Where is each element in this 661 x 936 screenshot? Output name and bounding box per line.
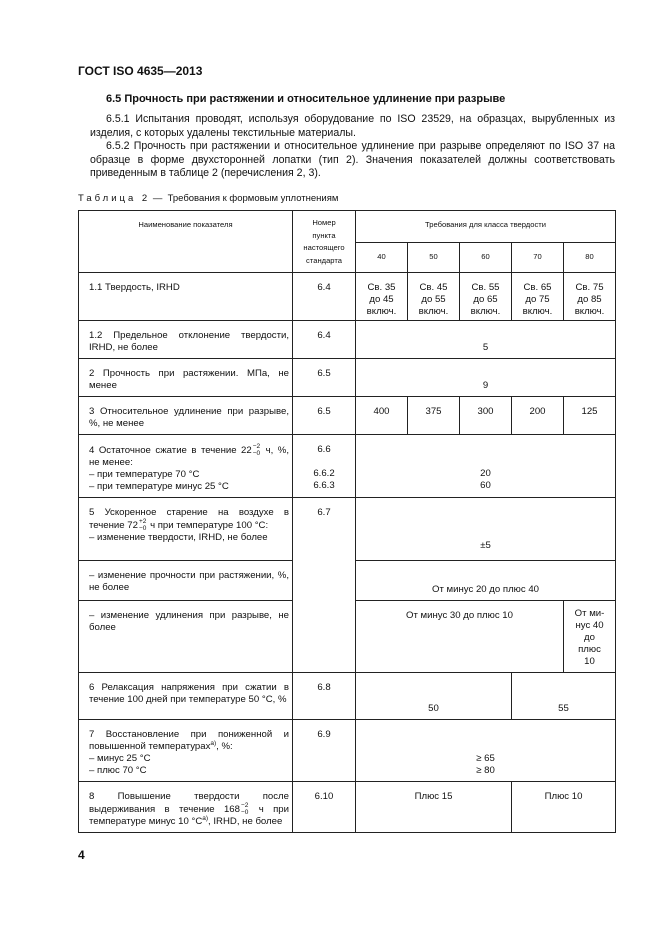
- tolerance-lower: −0: [240, 808, 249, 816]
- paragraph-text: 6.5.1 Испытания проводят, используя оборудование по ISO 23529, на образцах, вырубленных из изделия, с которых удалены текстильные материалы.: [90, 113, 615, 139]
- row-name: 1.1 Твердость, IRHD: [79, 273, 293, 321]
- row-value: [356, 720, 616, 782]
- clause-line: 6.6.3: [313, 480, 335, 491]
- cell-line: Св. 45: [419, 282, 448, 293]
- table-row: [79, 498, 616, 561]
- cell-50: 375: [408, 397, 460, 435]
- cell-line: включ.: [522, 306, 553, 317]
- row-value: От минус 20 до плюс 40: [356, 561, 616, 601]
- row-name: [79, 435, 293, 498]
- page-number: 4: [78, 848, 85, 862]
- header-class-70: 70: [512, 243, 564, 273]
- table-row: [79, 359, 616, 397]
- table-caption: [78, 193, 338, 204]
- cell-80: [564, 273, 616, 321]
- cell-70: [512, 273, 564, 321]
- footnote-mark: a): [202, 814, 209, 822]
- cell-line: включ.: [418, 306, 449, 317]
- name-part: 4 Остаточное сжатие в течение 22: [89, 445, 252, 457]
- row-subline: – минус 25 °C: [89, 753, 151, 765]
- row-clause: 6.5: [293, 359, 356, 397]
- header-class-80: 80: [564, 243, 616, 273]
- tolerance: [139, 519, 146, 532]
- row-name: [79, 498, 293, 561]
- table-caption-text: Требования к формовым уплотнениям: [167, 193, 339, 204]
- row-clause: 6.7: [293, 498, 356, 673]
- row-name: – изменение удлинения при разрыве, не более: [79, 601, 293, 673]
- cell-80: 125: [564, 397, 616, 435]
- row-name: 6 Релаксация напряжения при сжатии в течение 100 дней при температуре 50 °C, %: [79, 673, 293, 720]
- header-class-60: 60: [460, 243, 512, 273]
- value-line: ≥ 80: [476, 765, 495, 777]
- row-clause: 6.9: [293, 720, 356, 782]
- row-value: [356, 435, 616, 498]
- table-row: [79, 782, 616, 833]
- table-row: [79, 321, 616, 359]
- row-name-text: [89, 729, 289, 753]
- cell-60: [460, 273, 512, 321]
- tolerance-lower: −0: [252, 449, 261, 457]
- row-clause: 6.4: [293, 273, 356, 321]
- name-part: ч при температуре 100 °C:: [150, 520, 269, 532]
- name-part: 7 Восстановление при пониженной и повышенной температурах: [89, 729, 289, 753]
- section-title: 6.5 Прочность при растяжении и относительное удлинение при разрыве: [106, 93, 506, 105]
- cell-50: [408, 273, 460, 321]
- cell-40: 400: [356, 397, 408, 435]
- row-subline: – при температуре минус 25 °C: [89, 481, 229, 493]
- header-clause: [293, 211, 356, 273]
- requirements-table: [78, 210, 616, 833]
- header-clause-line: Номер: [312, 218, 336, 227]
- document-code: ГОСТ ISO 4635—2013: [78, 64, 203, 78]
- cell-line: до 65: [473, 294, 498, 305]
- name-part: , %:: [216, 741, 233, 753]
- cell-70: 200: [512, 397, 564, 435]
- row-value-70-80: 55: [512, 673, 616, 720]
- cell-line: до: [584, 632, 595, 644]
- row-value-40-60: Плюс 15: [356, 782, 512, 833]
- tolerance-upper: +2: [138, 518, 147, 526]
- cell-line: до 55: [421, 294, 446, 305]
- row-clause: 6.8: [293, 673, 356, 720]
- table-row: [79, 397, 616, 435]
- row-name: 2 Прочность при растяжении. МПа, не менее: [79, 359, 293, 397]
- value-line: 20: [480, 468, 491, 479]
- header-class: Требования для класса твердости: [356, 211, 616, 243]
- row-subline: – плюс 70 °C: [89, 765, 147, 777]
- row-value-70-80: Плюс 10: [512, 782, 616, 833]
- table-row: [79, 673, 616, 720]
- name-part: ч, %, не менее:: [89, 445, 289, 469]
- name-part: 5 Ускоренное старение на воздухе в течение 72: [89, 507, 289, 532]
- row-value: 9: [356, 359, 616, 397]
- cell-line: до 45: [369, 294, 394, 305]
- row-clause: [293, 435, 356, 498]
- tolerance-upper: −2: [240, 802, 249, 810]
- cell-80: [564, 601, 616, 673]
- clause-line: 6.6: [317, 444, 331, 455]
- row-name: 1.2 Предельное отклонение твердости, IRHD, не более: [79, 321, 293, 359]
- cell-line: От ми-: [574, 608, 605, 620]
- tolerance: [253, 444, 260, 457]
- cell-40: [356, 273, 408, 321]
- row-clause: 6.5: [293, 397, 356, 435]
- cell-line: включ.: [574, 306, 605, 317]
- paragraph-6-5-1: [90, 113, 615, 140]
- row-name: 3 Относительное удлинение при разрыве, %, не менее: [79, 397, 293, 435]
- row-name-text: [89, 444, 289, 469]
- table-row: [79, 720, 616, 782]
- cell-60: 300: [460, 397, 512, 435]
- value-line: ≥ 65: [476, 753, 495, 765]
- row-value-40-60: 50: [356, 673, 512, 720]
- row-name: – изменение прочности при растяжении, %, не более: [79, 561, 293, 601]
- row-value: От минус 30 до плюс 10: [356, 601, 564, 673]
- paragraph-6-5-2: [90, 140, 615, 181]
- row-clause: 6.10: [293, 782, 356, 833]
- tolerance: [241, 803, 248, 816]
- clause-line: 6.6.2: [313, 468, 335, 479]
- table-row: [79, 273, 616, 321]
- cell-line: Св. 55: [471, 282, 500, 293]
- row-name: [79, 720, 293, 782]
- cell-line: Св. 35: [367, 282, 396, 293]
- row-clause: 6.4: [293, 321, 356, 359]
- cell-line: до 85: [577, 294, 602, 305]
- row-value: 5: [356, 321, 616, 359]
- cell-line: Св. 65: [523, 282, 552, 293]
- cell-line: 10: [584, 656, 595, 668]
- cell-line: включ.: [366, 306, 397, 317]
- table-row: [79, 435, 616, 498]
- header-clause-line: настоящего: [303, 243, 345, 252]
- cell-line: до 75: [525, 294, 550, 305]
- row-name-text: [89, 507, 289, 532]
- header-class-40: 40: [356, 243, 408, 273]
- row-name: [79, 782, 293, 833]
- cell-line: Св. 75: [575, 282, 604, 293]
- name-part: , IRHD, не более: [208, 816, 283, 828]
- table-caption-dash: —: [152, 193, 163, 204]
- tolerance-upper: −2: [252, 443, 261, 450]
- name-part: ч при температуре минус 10 °C: [89, 804, 289, 828]
- header-clause-line: стандарта: [306, 255, 342, 265]
- tolerance-lower: −0: [138, 524, 147, 532]
- cell-line: нус 40: [575, 620, 604, 632]
- value-line: 60: [480, 480, 491, 491]
- row-subline: – при температуре 70 °C: [89, 469, 200, 481]
- header-clause-line: пункта: [312, 230, 336, 240]
- table-caption-label: Таблица 2: [78, 193, 151, 204]
- name-part: 8 Повышение твердости после выдерживания в течение 168: [89, 791, 289, 816]
- header-class-50: 50: [408, 243, 460, 273]
- header-name: Наименование показателя: [79, 211, 293, 273]
- cell-line: плюс: [578, 644, 601, 656]
- cell-line: включ.: [470, 306, 501, 317]
- footnote-mark: a): [210, 739, 217, 747]
- row-subline: – изменение твердости, IRHD, не более: [89, 532, 268, 544]
- paragraph-text: 6.5.2 Прочность при растяжении и относительное удлинение при разрыве определяют по ISO 37 на образце в форме двухсторонней лопатки (тип 2). Значения показателей должны соответствовать приведенным в таблице 2 (перечисления 2, 3).: [90, 140, 615, 179]
- row-value: ±5: [356, 498, 616, 561]
